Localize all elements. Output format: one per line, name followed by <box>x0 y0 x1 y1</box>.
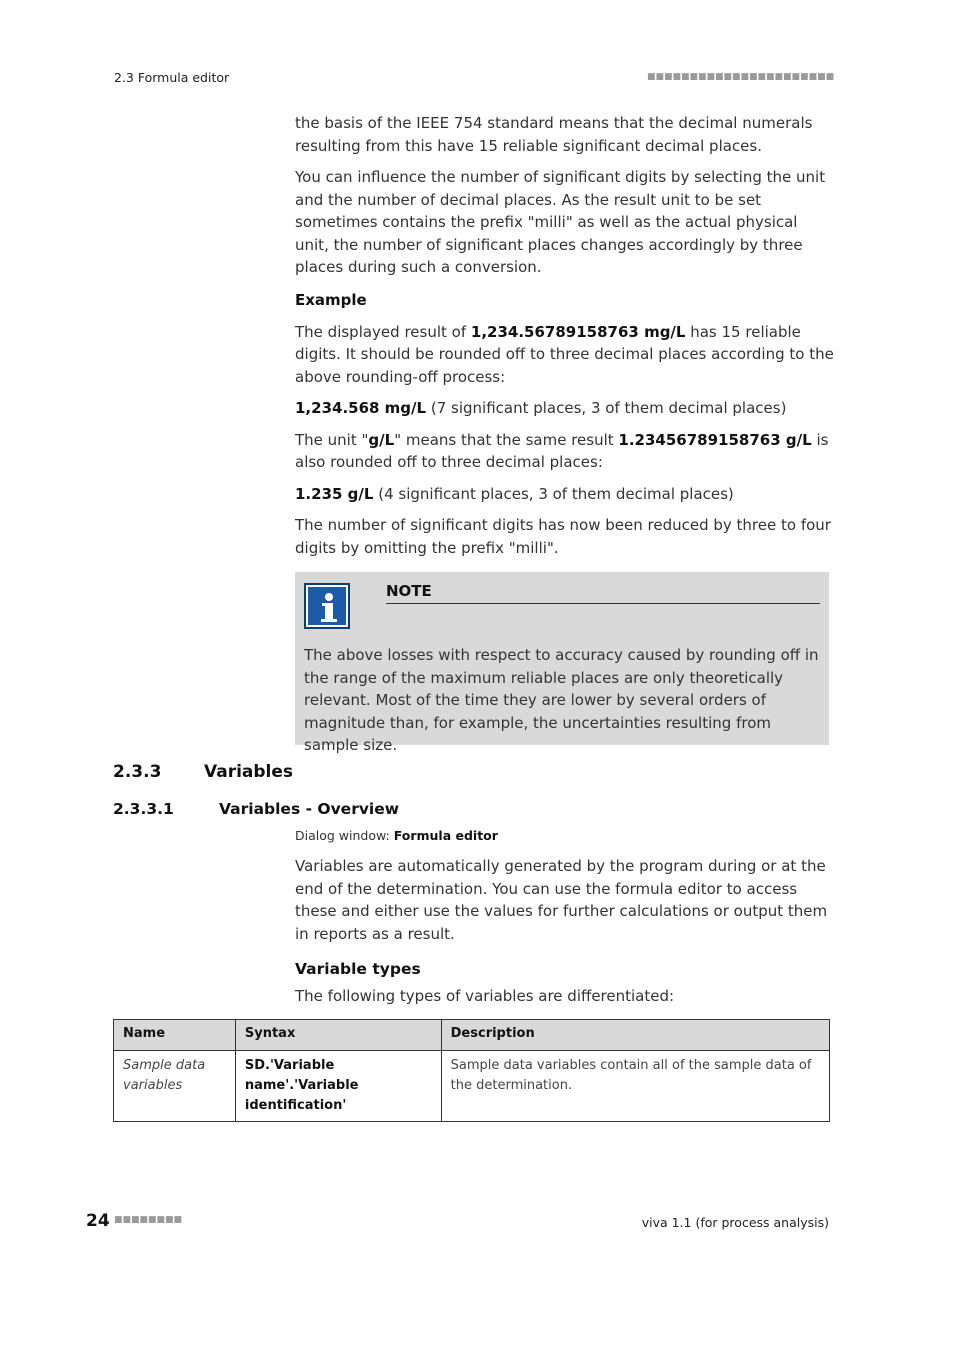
running-header-dots: ■■■■■■■■■■■■■■■■■■■■■■ <box>647 72 835 82</box>
table-header-name: Name <box>114 1020 236 1051</box>
dialog-window-line: Dialog window: Formula editor <box>295 828 498 843</box>
paragraph-ieee: the basis of the IEEE 754 standard means that the decimal numerals resulting from this have 15 reliable significant decimal places. <box>295 114 813 155</box>
table-cell-name: Sample data variables <box>114 1051 236 1122</box>
value-rounded-mg: 1,234.568 mg/L <box>295 399 427 417</box>
subsection-title: Variables - Overview <box>219 800 400 818</box>
paragraph-rounded-mg: 1,234.568 mg/L (7 significant places, 3 of them decimal places) <box>295 399 787 417</box>
section-title: Variables <box>204 762 294 782</box>
paragraph-reduced: The number of significant digits has now been reduced by three to four digits by omitting the prefix "milli". <box>295 516 831 557</box>
table-header-row <box>114 1020 830 1051</box>
table-cell-description: Sample data variables contain all of the sample data of the determination. <box>441 1051 829 1122</box>
value-mg: 1,234.56789158763 mg/L <box>470 322 686 341</box>
variable-types-intro: The following types of variables are differentiated: <box>295 987 675 1005</box>
paragraph-rounded-gl: 1.235 g/L (4 significant places, 3 of them decimal places) <box>295 484 734 503</box>
unit-gl: g/L <box>368 430 395 449</box>
note-box <box>295 572 829 754</box>
overview-column <box>295 827 835 1008</box>
page-number: 24 <box>86 1211 110 1231</box>
paragraph-unit-gl: The unit "g/L" means that the same result 1.23456789158763 g/L is also rounded off to three decimal places: <box>295 430 829 471</box>
variable-types-table <box>113 1019 830 1122</box>
paragraph-influence: You can influence the number of significant digits by selecting the unit and the number of decimal places. As the result unit to be set sometimes contains the prefix "milli" as well as the actual physical unit, the number of significant places changes accordingly by three places during such a conversion. <box>295 168 826 276</box>
dialog-name: Formula editor <box>393 828 498 843</box>
example-heading: Example <box>295 290 367 309</box>
footer-product: viva 1.1 (for process analysis) <box>641 1215 829 1230</box>
section-number: 2.3.3 <box>113 762 162 782</box>
info-icon <box>304 583 350 629</box>
value-rounded-gl: 1.235 g/L <box>295 484 374 503</box>
paragraph-displayed-result: The displayed result of 1,234.56789158763 mg/L has 15 reliable digits. It should be rounded off to three decimal places according to the above rounding-off process: <box>295 322 834 386</box>
subsection-number: 2.3.3.1 <box>113 800 174 818</box>
note-title: NOTE <box>386 581 820 604</box>
note-text: The above losses with respect to accuracy caused by rounding off in the range of the maximum reliable places are only theoretically relevant. Most of the time they are lower by several orders of magnitude than, for example, the uncertainties resulting from sample size. <box>304 646 819 754</box>
paragraph-variables: Variables are automatically generated by the program during or at the end of the determination. You can use the formula editor to access these and either use the values for further calculations or output them in reports as a result. <box>295 857 828 943</box>
variable-types-heading: Variable types <box>295 960 421 978</box>
table-cell-syntax: SD.'Variable name'.'Variable identification' <box>235 1051 441 1122</box>
footer-dots: ■■■■■■■■ <box>114 1215 183 1225</box>
running-header-section: 2.3 Formula editor <box>114 70 230 85</box>
body-column <box>295 112 835 559</box>
table-row <box>114 1051 830 1122</box>
value-gl: 1.23456789158763 g/L <box>618 430 812 449</box>
table-header-description: Description <box>441 1020 829 1051</box>
table-header-syntax: Syntax <box>235 1020 441 1051</box>
